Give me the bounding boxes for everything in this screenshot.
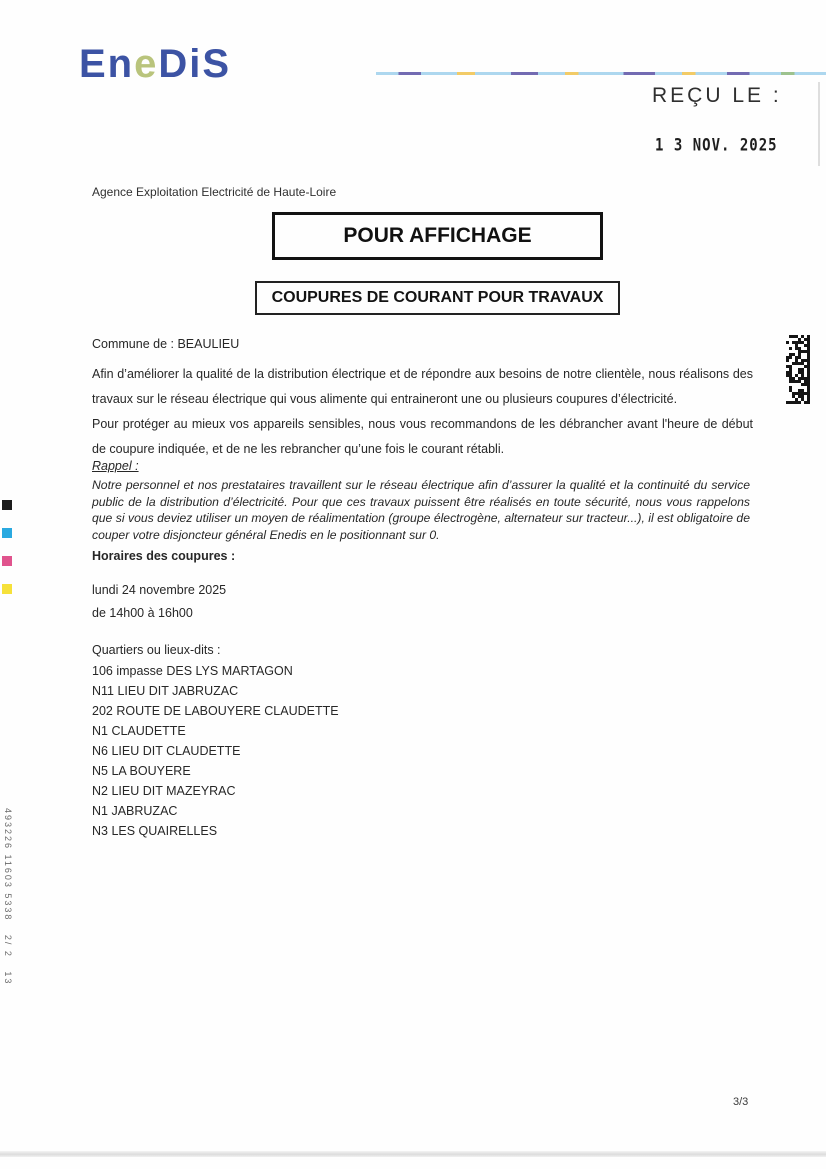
rappel-heading: Rappel : [92, 459, 139, 473]
scan-right-edge-artifact [818, 82, 820, 166]
outage-time-line: de 14h00 à 16h00 [92, 606, 193, 620]
registration-mark-cyan-icon [2, 528, 12, 538]
coupures-banner [255, 281, 620, 315]
page-number: 3/3 [733, 1096, 749, 1108]
outage-date-line: lundi 24 novembre 2025 [92, 583, 227, 597]
location-item: N5 LA BOUYERE [92, 764, 191, 778]
received-stamp-label: REÇU LE : [652, 84, 782, 107]
location-item: N11 LIEU DIT JABRUZAC [92, 684, 239, 698]
location-item: 202 ROUTE DE LABOUYERE CLAUDETTE [92, 704, 339, 718]
location-item: N3 LES QUAIRELLES [92, 824, 218, 838]
quartiers-heading: Quartiers ou lieux-dits : [92, 643, 221, 657]
location-item: N2 LIEU DIT MAZEYRAC [92, 784, 236, 798]
coupures-label: COUPURES DE COURANT POUR TRAVAUX [271, 289, 604, 306]
enedis-logo [79, 42, 231, 86]
registration-mark-yellow-icon [2, 584, 12, 594]
margin-print-code: 493226 11603 5338 2/ 2 13 [3, 808, 13, 986]
rappel-paragraph: Notre personnel et nos prestataires travaillent sur le réseau électrique afin d’assurer la qualité et la continuité du service public de la distribution d’électricité. Pour que ces travaux puissent être réalisés en toute sécurité, nous vous rappelons que si vous deviez utiliser un moyen de réalimentation (groupe électrogène, alternateur sur tracteur...), il est obligatoire de couper votre disjoncteur général Enedis en le positionnant sur 0. [92, 478, 750, 542]
location-item: N6 LIEU DIT CLAUDETTE [92, 744, 241, 758]
datamatrix-barcode-icon [786, 335, 810, 404]
location-item: N1 CLAUDETTE [92, 724, 186, 738]
agency-name: Agence Exploitation Electricité de Haute-Loire [92, 185, 337, 199]
pour-affichage-label: POUR AFFICHAGE [343, 224, 532, 247]
scan-bottom-edge [0, 1151, 826, 1157]
enedis-logo-text-right: DiS [158, 42, 232, 86]
paragraph-travaux: Afin d’améliorer la qualité de la distribution électrique et de répondre aux besoins de notre clientèle, nous réalisons des travaux sur le réseau électrique qui vous alimente qui entraineront une ou plusieurs coupures d’électricité. [92, 367, 753, 406]
enedis-logo-text-left: En [79, 42, 135, 86]
registration-mark-black-icon [2, 500, 12, 510]
paragraph-appareils: Pour protéger au mieux vos appareils sensibles, nous vous recommandons de les débrancher avant l'heure de début de coupure indiquée, et de ne les rebrancher qu’une fois le courant rétabli. [92, 417, 753, 456]
locations-list [92, 661, 339, 841]
location-item: 106 impasse DES LYS MARTAGON [92, 664, 293, 678]
enedis-logo-e-icon: e [134, 42, 159, 86]
location-item: N1 JABRUZAC [92, 804, 178, 818]
commune-line: Commune de : BEAULIEU [92, 337, 240, 351]
horaires-heading: Horaires des coupures : [92, 549, 236, 563]
header-separator-line [376, 72, 826, 75]
pour-affichage-banner [272, 212, 603, 260]
received-stamp-date: 1 3 NOV. 2025 [655, 136, 778, 156]
registration-mark-magenta-icon [2, 556, 12, 566]
